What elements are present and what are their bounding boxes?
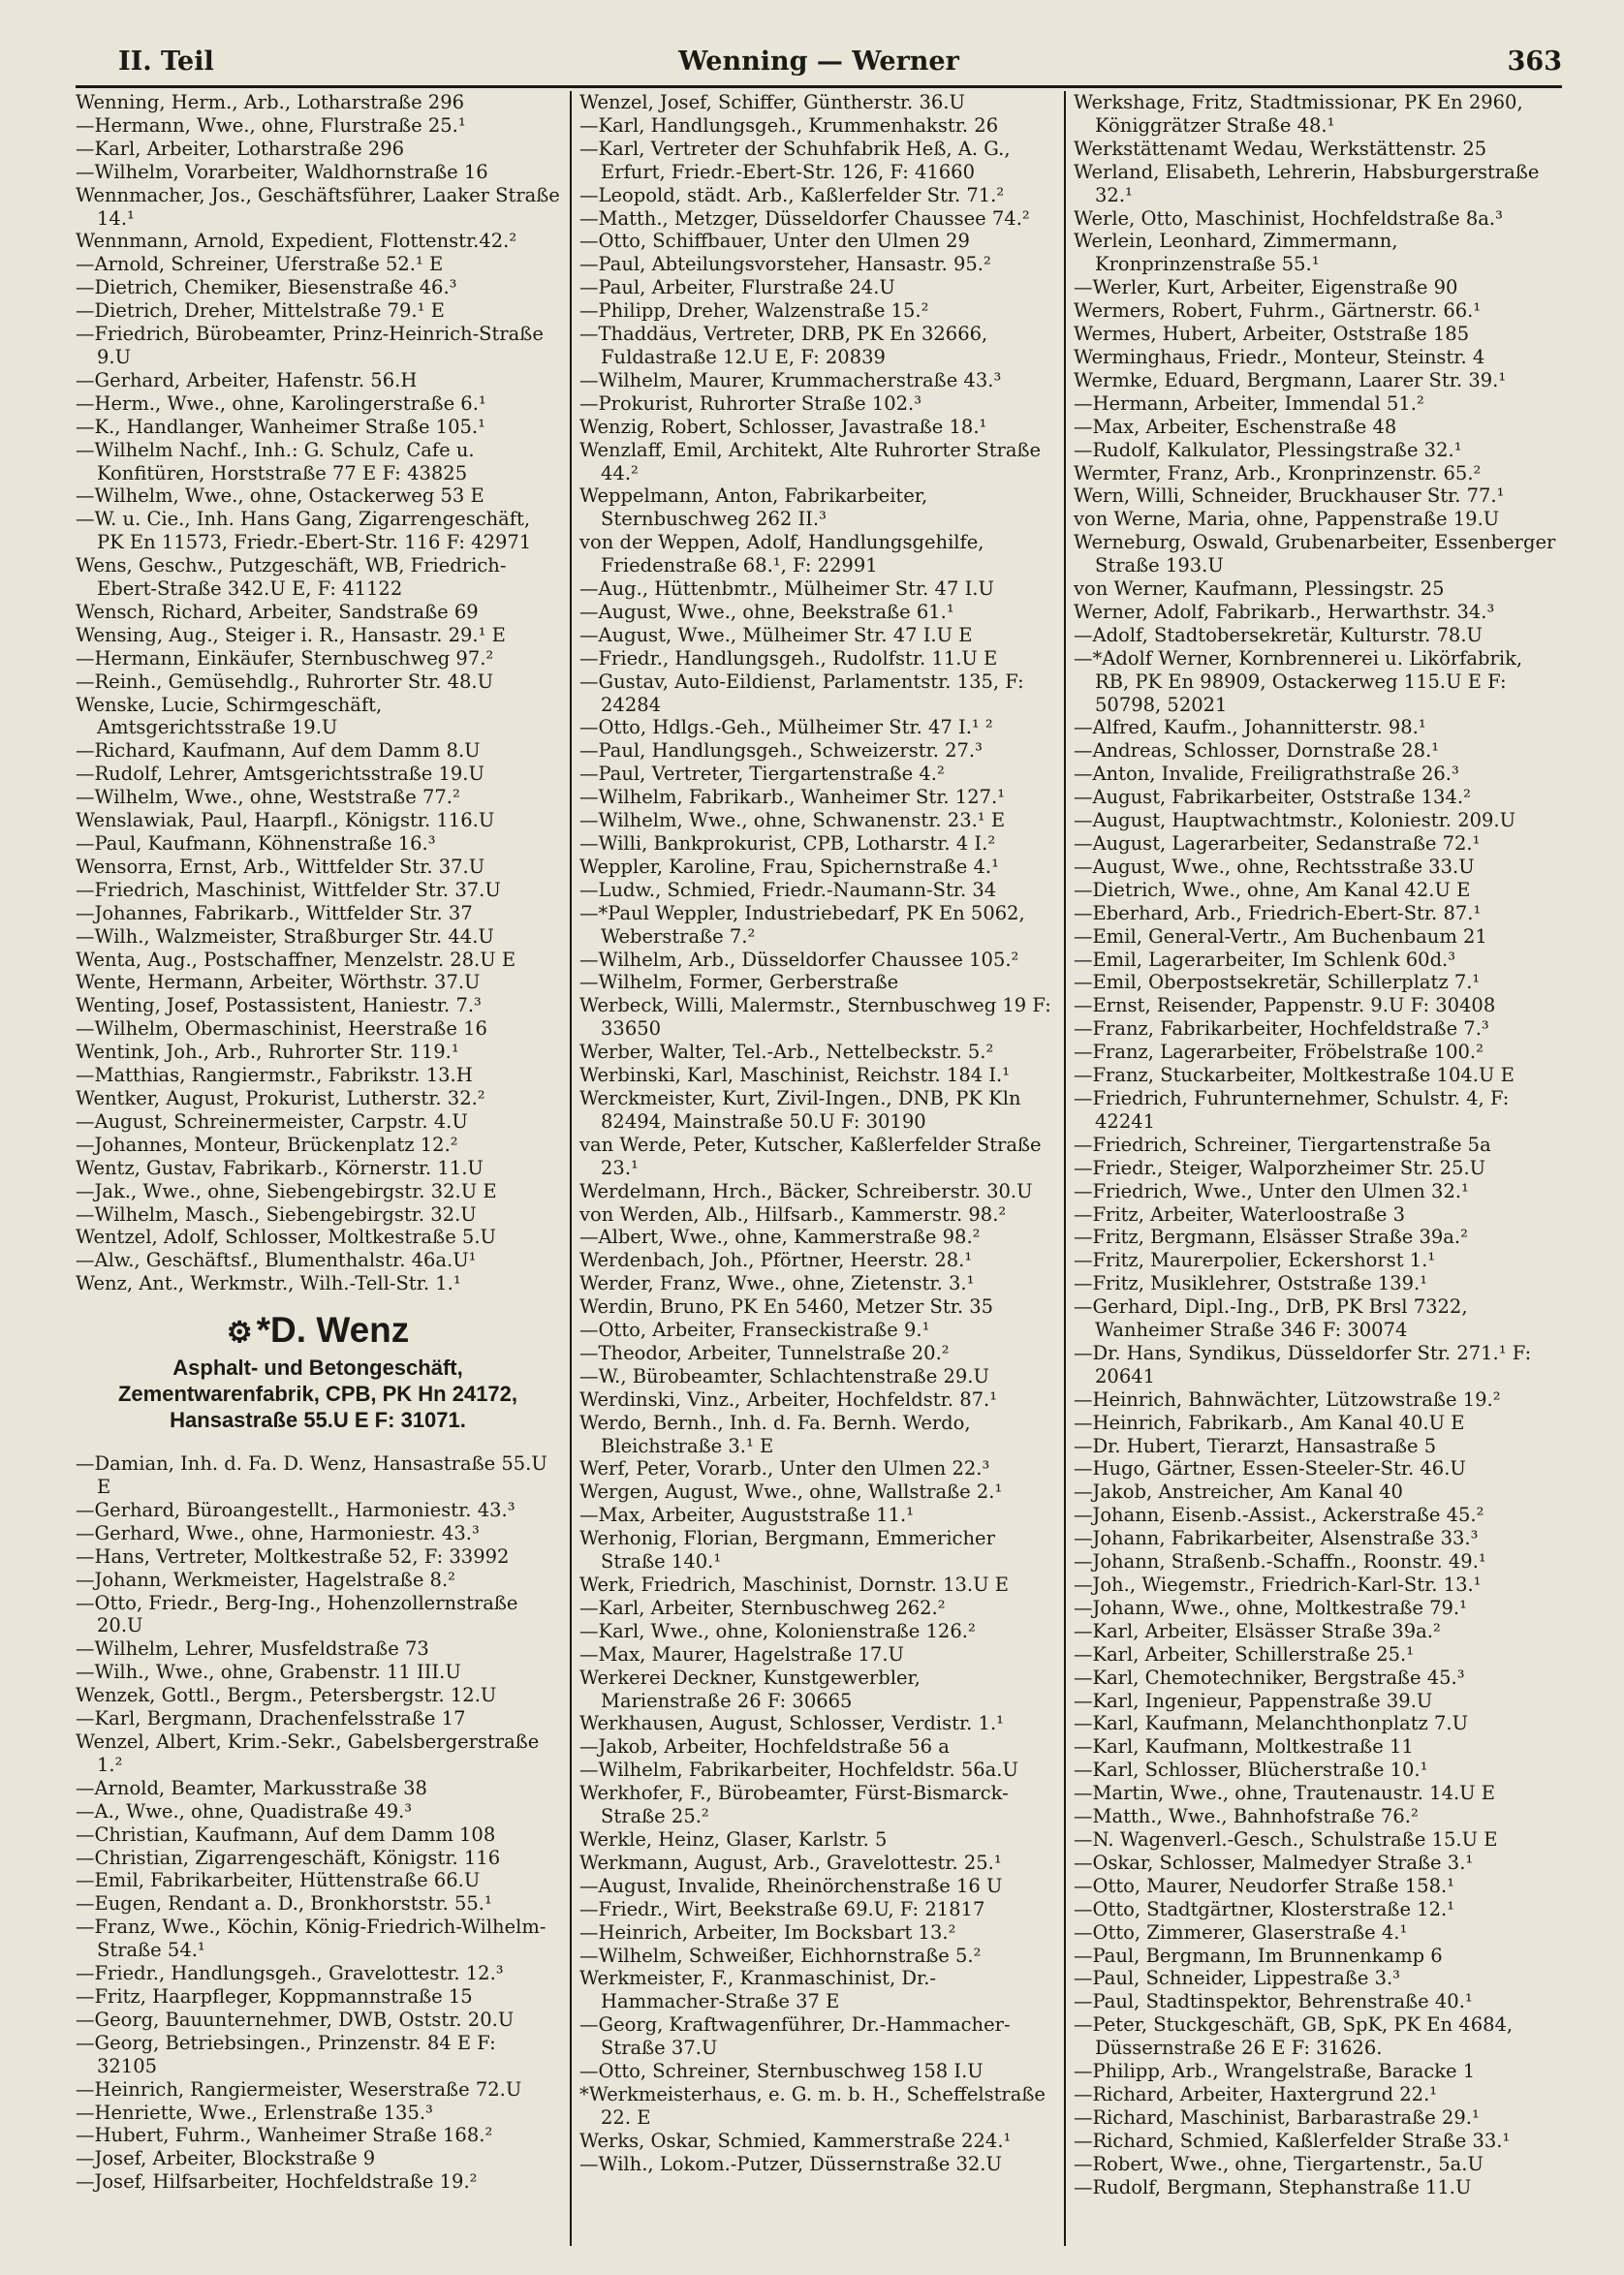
directory-entry: —Karl, Ingenieur, Pappenstraße 39.U xyxy=(1074,1689,1433,1712)
directory-entry: —Georg, Betriebsingen., Prinzenstr. 84 E F: 32105 xyxy=(76,2031,496,2077)
directory-entry: —Josef, Arbeiter, Blockstraße 9 xyxy=(76,2147,376,2170)
directory-entry: Wensing, Aug., Steiger i. R., Hansastr. 29.¹ E xyxy=(76,623,506,646)
directory-entry: —N. Wagenverl.-Gesch., Schulstraße 15.U E xyxy=(1074,1827,1498,1851)
directory-entry: Werkmeister, F., Kranmaschinist, Dr.-Hammacher-Straße 37 E xyxy=(579,1967,936,2013)
directory-entry: —Friedrich, Wwe., Unter den Ulmen 32.¹ xyxy=(1074,1179,1469,1202)
name-range: Wenning — Werner xyxy=(678,47,959,77)
directory-entry: Wermter, Franz, Arb., Kronprinzenstr. 65.² xyxy=(1074,461,1482,484)
directory-entry: —Otto, Zimmerer, Glaserstraße 4.¹ xyxy=(1074,1920,1408,1944)
directory-entry: —K., Handlanger, Wanheimer Straße 105.¹ xyxy=(76,415,485,438)
directory-entry: —August, Wwe., ohne, Beekstraße 61.¹ xyxy=(579,600,954,623)
directory-entry: —Arnold, Beamter, Markusstraße 38 xyxy=(76,1776,427,1799)
directory-entry: Werlein, Leonhard, Zimmermann, Kronprinzenstraße 55.¹ xyxy=(1074,230,1398,276)
ad-line: Zementwarenfabrik, CPB, PK Hn 24172, xyxy=(117,1382,518,1407)
directory-entry: Werdelmann, Hrch., Bäcker, Schreiberstr. 30.U xyxy=(579,1179,1033,1202)
directory-entry: —Dietrich, Dreher, Mittelstraße 79.¹ E xyxy=(76,299,445,323)
directory-entry: Werner, Adolf, Fabrikarb., Herwarthstr. 34.³ xyxy=(1074,600,1495,623)
directory-entry: —Matth., Metzger, Düsseldorfer Chaussee 74.² xyxy=(579,206,1030,230)
directory-entry: —Wilhelm, Fabrikarb., Wanheimer Str. 127.¹ xyxy=(579,786,1006,809)
directory-entry: —August, Schreinermeister, Carpstr. 4.U xyxy=(76,1109,468,1133)
directory-entry: Werkle, Heinz, Glaser, Karlstr. 5 xyxy=(579,1827,888,1851)
directory-entry: —August, Hauptwachtmstr., Koloniestr. 209.U xyxy=(1074,809,1516,832)
directory-entry: —*Paul Weppler, Industriebedarf, PK En 5062, Weberstraße 7.² xyxy=(579,901,1025,948)
directory-entry: Wens, Geschw., Putzgeschäft, WB, Friedrich-Ebert-Straße 342.U E, F: 41122 xyxy=(76,554,507,601)
directory-entry: —Max, Arbeiter, Eschenstraße 48 xyxy=(1074,415,1397,438)
directory-entry: —Karl, Schlosser, Blücherstraße 10.¹ xyxy=(1074,1759,1428,1782)
directory-entry: —Fritz, Haarpfleger, Koppmannstraße 15 xyxy=(76,1984,473,2008)
directory-entry: —Jakob, Anstreicher, Am Kanal 40 xyxy=(1074,1480,1403,1504)
directory-entry: —Johannes, Fabrikarb., Wittfelder Str. 37 xyxy=(76,901,473,924)
ad-company-name: *D. Wenz xyxy=(256,1310,410,1351)
directory-entry: —Prokurist, Ruhrorter Straße 102.³ xyxy=(579,391,922,415)
directory-entry: Wenning, Herm., Arb., Lotharstraße 296 xyxy=(76,91,465,113)
directory-entry: —Paul, Kaufmann, Köhnenstraße 16.³ xyxy=(76,832,436,855)
directory-entry: —Wilhelm, Fabrikarbeiter, Hochfeldstr. 56a.U xyxy=(579,1759,1018,1782)
ad-line: Asphalt- und Betongeschäft, xyxy=(172,1356,463,1381)
directory-entry: —Friedrich, Bürobeamter, Prinz-Heinrich-Straße 9.U xyxy=(76,323,544,368)
directory-entry: —Philipp, Arb., Wrangelstraße, Baracke 1 xyxy=(1074,2060,1476,2083)
directory-entry: Wentz, Gustav, Fabrikarb., Körnerstr. 11.U xyxy=(76,1156,484,1179)
directory-entry: —Johann, Straßenb.-Schaffn., Roonstr. 49.¹ xyxy=(1074,1550,1486,1574)
directory-entry: —Paul, Handlungsgeh., Schweizerstr. 27.³ xyxy=(579,739,983,763)
directory-entry: —Hermann, Arbeiter, Immendal 51.² xyxy=(1074,391,1424,415)
directory-entry: —Aug., Hüttenbmtr., Mülheimer Str. 47 I.U xyxy=(579,577,994,601)
directory-entry: Weppler, Karoline, Frau, Spichernstraße 4.¹ xyxy=(579,855,999,878)
directory-entry: —Werler, Kurt, Arbeiter, Eigenstraße 90 xyxy=(1074,276,1458,299)
directory-entry: —Heinrich, Arbeiter, Im Bocksbart 13.² xyxy=(579,1920,956,1944)
directory-entry: —Eberhard, Arb., Friedrich-Ebert-Str. 87.¹ xyxy=(1074,901,1482,924)
directory-entry: Werdin, Bruno, PK En 5460, Metzer Str. 35 xyxy=(579,1295,994,1319)
directory-entry: —Dietrich, Chemiker, Biesenstraße 46.³ xyxy=(76,276,457,299)
directory-entry: —Dr. Hans, Syndikus, Düsseldorfer Str. 271.¹ F: 20641 xyxy=(1074,1341,1532,1387)
directory-entry: Werber, Walter, Tel.-Arb., Nettelbeckstr. 5.² xyxy=(579,1041,994,1064)
directory-entry: Wentker, August, Prokurist, Lutherstr. 32.² xyxy=(76,1086,485,1109)
directory-entry: Werf, Peter, Vorarb., Unter den Ulmen 22.³ xyxy=(579,1457,990,1480)
directory-entry: —August, Fabrikarbeiter, Oststraße 134.² xyxy=(1074,786,1471,809)
directory-entry: Werk, Friedrich, Maschinist, Dornstr. 13.U E xyxy=(579,1574,1009,1596)
directory-entry: —Fritz, Maurerpolier, Eckershorst 1.¹ xyxy=(1074,1249,1436,1272)
directory-entry: Wentink, Joh., Arb., Ruhrorter Str. 119.¹ xyxy=(76,1041,459,1064)
directory-entry: von der Weppen, Adolf, Handlungsgehilfe, Friedenstraße 68.¹, F: 22991 xyxy=(579,531,984,577)
directory-entry: —Wilhelm, Vorarbeiter, Waldhornstraße 16 xyxy=(76,160,488,183)
directory-entry: —Leopold, städt. Arb., Kaßlerfelder Str. 71.² xyxy=(579,183,1005,206)
directory-entry: Werdo, Bernh., Inh. d. Fa. Bernh. Werdo, Bleichstraße 3.¹ E xyxy=(579,1411,971,1457)
directory-entry: Werder, Franz, Wwe., ohne, Zietenstr. 3.¹ xyxy=(579,1272,975,1295)
directory-entry: —Wilhelm, Obermaschinist, Heerstraße 16 xyxy=(76,1017,487,1041)
directory-entry: —Paul, Schneider, Lippestraße 3.³ xyxy=(1074,1967,1401,1990)
directory-entry: —Christian, Zigarrengeschäft, Königstr. 116 xyxy=(76,1846,501,1869)
directory-entry: von Werner, Kaufmann, Plessingstr. 25 xyxy=(1074,577,1445,601)
directory-entry: Wenzel, Albert, Krim.-Sekr., Gabelsbergerstraße 1.² xyxy=(76,1730,540,1776)
directory-page xyxy=(76,47,1562,2246)
directory-entry: —Rudolf, Lehrer, Amtsgerichtsstraße 19.U xyxy=(76,763,484,786)
directory-entry: —*Adolf Werner, Kornbrennerei u. Likörfabrik, RB, PK En 98909, Ostackerweg 115.U E F: 50798, 52021 xyxy=(1074,646,1523,716)
directory-entry: Werdinski, Vinz., Arbeiter, Hochfeldstr. 87.¹ xyxy=(579,1387,998,1411)
directory-entry: Werhonig, Florian, Bergmann, Emmericher Straße 140.¹ xyxy=(579,1527,995,1574)
directory-entry: —Johann, Wwe., ohne, Moltkestraße 79.¹ xyxy=(1074,1596,1467,1619)
directory-entry: —Karl, Arbeiter, Lotharstraße 296 xyxy=(76,137,405,160)
directory-entry: —Fritz, Arbeiter, Waterloostraße 3 xyxy=(1074,1202,1406,1226)
directory-entry: —Reinh., Gemüsehdlg., Ruhrorter Str. 48.U xyxy=(76,670,494,693)
directory-entry: —Gerhard, Wwe., ohne, Harmoniestr. 43.³ xyxy=(76,1521,480,1544)
ad-line: Hansastraße 55.U E F: 31071. xyxy=(170,1408,466,1433)
directory-entry: —Friedrich, Schreiner, Tiergartenstraße 5a xyxy=(1074,1133,1491,1156)
directory-entry: —Karl, Arbeiter, Elsässer Straße 39a.² xyxy=(1074,1619,1441,1642)
directory-entry: —Otto, Arbeiter, Franseckistraße 9.¹ xyxy=(579,1319,930,1342)
directory-entry: —Herm., Wwe., ohne, Karolingerstraße 6.¹ xyxy=(76,391,486,415)
directory-entry: —Georg, Kraftwagenführer, Dr.-Hammacher-Straße 37.U xyxy=(579,2013,1011,2060)
directory-entry: —Paul, Stadtinspektor, Behrenstraße 40.¹ xyxy=(1074,1990,1473,2013)
page-header xyxy=(76,47,1562,88)
directory-entry: —Ernst, Reisender, Pappenstr. 9.U F: 30408 xyxy=(1074,994,1496,1017)
gear-icon: ⚙ xyxy=(226,1317,253,1350)
directory-entry: —Gustav, Auto-Eildienst, Parlamentstr. 135, F: 24284 xyxy=(579,670,1024,716)
directory-entry: —Wilhelm, Masch., Siebengebirgstr. 32.U xyxy=(76,1202,477,1226)
directory-entry: Wenta, Aug., Postschaffner, Menzelstr. 28.U E xyxy=(76,948,516,971)
directory-entry: —Anton, Invalide, Freiligrathstraße 26.³ xyxy=(1074,763,1459,786)
directory-entry: —Karl, Vertreter der Schuhfabrik Heß, A. G., Erfurt, Friedr.-Ebert-Str. 126, F: 41660 xyxy=(579,137,1011,183)
directory-entry: —Martin, Wwe., ohne, Trautenaustr. 14.U E xyxy=(1074,1782,1496,1805)
directory-entry: —Wilhelm, Former, Gerberstraße xyxy=(579,971,899,994)
directory-entry: Werdenbach, Joh., Pförtner, Heerstr. 28.¹ xyxy=(579,1249,973,1272)
directory-entry: Wenske, Lucie, Schirmgeschäft, Amtsgerichtsstraße 19.U xyxy=(76,693,383,739)
directory-entry: —Richard, Schmied, Kaßlerfelder Straße 33.¹ xyxy=(1074,2129,1511,2152)
directory-entry: —Richard, Kaufmann, Auf dem Damm 8.U xyxy=(76,739,481,763)
directory-entry: —Franz, Lagerarbeiter, Fröbelstraße 100.² xyxy=(1074,1041,1483,1064)
directory-entry: —Emil, Lagerarbeiter, Im Schlenk 60d.³ xyxy=(1074,948,1456,971)
directory-entry: —Fritz, Musiklehrer, Oststraße 139.¹ xyxy=(1074,1272,1428,1295)
directory-entry: —Otto, Maurer, Neudorfer Straße 158.¹ xyxy=(1074,1874,1455,1897)
directory-entry: —Fritz, Bergmann, Elsässer Straße 39a.² xyxy=(1074,1226,1468,1249)
directory-entry: —Hermann, Einkäufer, Sternbuschweg 97.² xyxy=(76,646,494,670)
directory-entry: Werkmann, August, Arb., Gravelottestr. 25.¹ xyxy=(579,1851,1002,1874)
directory-entry: —Dietrich, Wwe., ohne, Am Kanal 42.U E xyxy=(1074,878,1471,901)
directory-entry: —Otto, Schreiner, Sternbuschweg 158 I.U xyxy=(579,2060,984,2083)
directory-entry: —Richard, Maschinist, Barbarastraße 29.¹ xyxy=(1074,2105,1480,2129)
directory-entry: —Josef, Hilfsarbeiter, Hochfeldstraße 19.² xyxy=(76,2170,478,2194)
directory-entry: von Werden, Alb., Hilfsarb., Kammerstr. 98.² xyxy=(579,1202,1007,1226)
directory-entry: —Johann, Eisenb.-Assist., Ackerstraße 45.² xyxy=(1074,1504,1484,1527)
directory-entry: —W., Bürobeamter, Schlachtenstraße 29.U xyxy=(579,1364,989,1387)
page-number: 363 xyxy=(1507,47,1562,77)
directory-entry: Wenzlaff, Emil, Architekt, Alte Ruhrorter Straße 44.² xyxy=(579,438,1042,484)
directory-entry: —Christian, Kaufmann, Auf dem Damm 108 xyxy=(76,1823,496,1846)
directory-entry: —Rudolf, Bergmann, Stephanstraße 11.U xyxy=(1074,2175,1472,2198)
directory-entry: Wenz, Ant., Werkmstr., Wilh.-Tell-Str. 1.¹ xyxy=(76,1272,461,1295)
entries-list xyxy=(1074,91,1562,2198)
advertisement-wenz xyxy=(76,1309,560,1433)
directory-entry: —August, Lagerarbeiter, Sedanstraße 72.¹ xyxy=(1074,832,1481,855)
ad-title xyxy=(76,1309,560,1355)
directory-entry: Werkhofer, F., Bürobeamter, Fürst-Bismarck-Straße 25.² xyxy=(579,1782,1009,1828)
directory-entry: —Johannes, Monteur, Brückenplatz 12.² xyxy=(76,1133,458,1156)
directory-entry: —Gerhard, Dipl.-Ing., DrB, PK Brsl 7322, Wanheimer Straße 346 F: 30074 xyxy=(1074,1295,1468,1342)
directory-entry: —Emil, Oberpostsekretär, Schillerplatz 7.¹ xyxy=(1074,971,1481,994)
directory-entry: —Johann, Fabrikarbeiter, Alsenstraße 33.³ xyxy=(1074,1527,1479,1550)
directory-entry: —Peter, Stuckgeschäft, GB, SpK, PK En 4684, Düssernstraße 26 E F: 31626. xyxy=(1074,2013,1514,2060)
directory-entry: Weppelmann, Anton, Fabrikarbeiter, Sternbuschweg 262 II.³ xyxy=(579,484,928,531)
directory-entry: —Paul, Bergmann, Im Brunnenkamp 6 xyxy=(1074,1944,1443,1967)
directory-entry: —Friedr., Wirt, Beekstraße 69.U, F: 21817 xyxy=(579,1897,985,1920)
directory-entry: —Otto, Stadtgärtner, Klosterstraße 12.¹ xyxy=(1074,1897,1455,1920)
directory-entry: Wennmann, Arnold, Expedient, Flottenstr.42.² xyxy=(76,230,517,253)
directory-entry: —Robert, Wwe., ohne, Tiergartenstr., 5a.U xyxy=(1074,2152,1483,2175)
directory-entry: Werminghaus, Friedr., Monteur, Steinstr. 4 xyxy=(1074,345,1485,368)
directory-entry: —Friedr., Handlungsgeh., Rudolfstr. 11.U E xyxy=(579,646,998,670)
directory-entry: —Wilhelm, Maurer, Krummacherstraße 43.³ xyxy=(579,368,1002,391)
directory-entry: —Arnold, Schreiner, Uferstraße 52.¹ E xyxy=(76,253,444,276)
directory-entry: —Oskar, Schlosser, Malmedyer Straße 3.¹ xyxy=(1074,1851,1474,1874)
entries-list xyxy=(579,91,1054,2176)
directory-entry: Werbeck, Willi, Malermstr., Sternbuschweg 19 F: 33650 xyxy=(579,994,1051,1041)
directory-entry: —August, Wwe., Mülheimer Str. 47 I.U E xyxy=(579,623,973,646)
directory-entry: —Matth., Wwe., Bahnhofstraße 76.² xyxy=(1074,1805,1419,1828)
directory-entry: Wenzel, Josef, Schiffer, Güntherstr. 36.U xyxy=(579,91,965,113)
directory-entry: —Andreas, Schlosser, Dornstraße 28.¹ xyxy=(1074,739,1440,763)
directory-entry: —Heinrich, Bahnwächter, Lützowstraße 19.² xyxy=(1074,1387,1501,1411)
directory-entry: —Jak., Wwe., ohne, Siebengebirgstr. 32.U E xyxy=(76,1179,497,1202)
directory-entry: van Werde, Peter, Kutscher, Kaßlerfelder Straße 23.¹ xyxy=(579,1133,1042,1179)
directory-entry: —Willi, Bankprokurist, CPB, Lotharstr. 4 I.² xyxy=(579,832,996,855)
directory-entry: von Werne, Maria, ohne, Pappenstraße 19.U xyxy=(1074,508,1500,531)
entries-list xyxy=(76,91,560,1295)
directory-entry: Wern, Willi, Schneider, Bruckhauser Str. 77.¹ xyxy=(1074,484,1505,508)
directory-entry: —Friedrich, Maschinist, Wittfelder Str. 37.U xyxy=(76,878,501,901)
directory-entry: —Wilhelm, Wwe., ohne, Schwanenstr. 23.¹ E xyxy=(579,809,1006,832)
directory-entry: —Heinrich, Fabrikarb., Am Kanal 40.U E xyxy=(1074,1411,1465,1434)
columns xyxy=(76,91,1562,2246)
part-label: II. Teil xyxy=(118,47,214,77)
directory-entry: —Philipp, Dreher, Walzenstraße 15.² xyxy=(579,299,929,323)
directory-entry: —Hugo, Gärtner, Essen-Steeler-Str. 46.U xyxy=(1074,1457,1466,1480)
directory-entry: —Gerhard, Büroangestellt., Harmoniestr. 43.³ xyxy=(76,1498,515,1521)
directory-entry: —Henriette, Wwe., Erlenstraße 135.³ xyxy=(76,2101,433,2124)
directory-entry: —Hermann, Wwe., ohne, Flurstraße 25.¹ xyxy=(76,113,466,137)
directory-entry: —Jakob, Arbeiter, Hochfeldstraße 56 a xyxy=(579,1735,950,1759)
directory-entry: —Gerhard, Arbeiter, Hafenstr. 56.H xyxy=(76,368,418,391)
directory-entry: —Friedr., Steiger, Walporzheimer Str. 25.U xyxy=(1074,1156,1486,1179)
directory-entry: *Werkmeisterhaus, e. G. m. b. H., Scheffelstraße 22. E xyxy=(579,2082,1046,2129)
directory-entry: —Emil, General-Vertr., Am Buchenbaum 21 xyxy=(1074,924,1487,948)
directory-entry: —Damian, Inh. d. Fa. D. Wenz, Hansastraße 55.U E xyxy=(76,1452,547,1499)
directory-entry: —Franz, Stuckarbeiter, Moltkestraße 104.U E xyxy=(1074,1064,1515,1087)
directory-entry: —Karl, Chemotechniker, Bergstraße 45.³ xyxy=(1074,1666,1465,1689)
directory-entry: —Dr. Hubert, Tierarzt, Hansastraße 5 xyxy=(1074,1434,1437,1457)
column-3 xyxy=(1064,91,1562,2246)
directory-entry: —August, Invalide, Rheinörchenstraße 16 U xyxy=(579,1874,1003,1897)
directory-entry: Werks, Oskar, Schmied, Kammerstraße 224.¹ xyxy=(579,2129,1012,2152)
column-2 xyxy=(570,91,1054,2246)
directory-entry: —Adolf, Stadtobersekretär, Kulturstr. 78.U xyxy=(1074,623,1483,646)
directory-entry: —Johann, Werkmeister, Hagelstraße 8.² xyxy=(76,1568,455,1591)
directory-entry: —Georg, Bauunternehmer, DWB, Oststr. 20.U xyxy=(76,2008,515,2031)
directory-entry: —Franz, Wwe., Köchin, König-Friedrich-Wilhelm-Straße 54.¹ xyxy=(76,1916,547,1962)
directory-entry: —Karl, Arbeiter, Sternbuschweg 262.² xyxy=(579,1596,946,1619)
directory-entry: Werle, Otto, Maschinist, Hochfeldstraße 8a.³ xyxy=(1074,206,1503,230)
directory-entry: —Hubert, Fuhrm., Wanheimer Straße 168.² xyxy=(76,2124,493,2147)
entries-list xyxy=(76,1452,560,2194)
directory-entry: —Rudolf, Kalkulator, Plessingstraße 32.¹ xyxy=(1074,438,1462,461)
directory-entry: —Karl, Arbeiter, Schillerstraße 25.¹ xyxy=(1074,1642,1415,1666)
directory-entry: —Otto, Friedr., Berg-Ing., Hohenzollernstraße 20.U xyxy=(76,1591,518,1637)
directory-entry: Werkstättenamt Wedau, Werkstättenstr. 25 xyxy=(1074,137,1487,160)
directory-entry: —Albert, Wwe., ohne, Kammerstraße 98.² xyxy=(579,1226,981,1249)
directory-entry: Werkhausen, August, Schlosser, Verdistr. 1.¹ xyxy=(579,1712,1004,1735)
directory-entry: Wermers, Robert, Fuhrm., Gärtnerstr. 66.¹ xyxy=(1074,299,1482,323)
directory-entry: —W. u. Cie., Inh. Hans Gang, Zigarrengeschäft, PK En 11573, Friedr.-Ebert-Str. 116 F: 42971 xyxy=(76,508,532,554)
directory-entry: —Max, Maurer, Hagelstraße 17.U xyxy=(579,1642,904,1666)
directory-entry: —Friedrich, Fuhrunternehmer, Schulstr. 4, F: 42241 xyxy=(1074,1086,1510,1133)
directory-entry: —August, Wwe., ohne, Rechtsstraße 33.U xyxy=(1074,855,1475,878)
directory-entry: —Otto, Hdlgs.-Geh., Mülheimer Str. 47 I.¹ ² xyxy=(579,716,993,739)
directory-entry: —Wilh., Wwe., ohne, Grabenstr. 11 III.U xyxy=(76,1661,461,1684)
directory-entry: Wensorra, Ernst, Arb., Wittfelder Str. 37.U xyxy=(76,855,485,878)
directory-entry: —Theodor, Arbeiter, Tunnelstraße 20.² xyxy=(579,1341,950,1364)
directory-entry: Wermes, Hubert, Arbeiter, Oststraße 185 xyxy=(1074,323,1470,346)
directory-entry: —Karl, Bergmann, Drachenfelsstraße 17 xyxy=(76,1707,466,1730)
directory-entry: —Karl, Wwe., ohne, Kolonienstraße 126.² xyxy=(579,1619,976,1642)
directory-entry: Wente, Hermann, Arbeiter, Wörthstr. 37.U xyxy=(76,971,481,994)
directory-entry: Wentzel, Adolf, Schlosser, Moltkestraße 5.U xyxy=(76,1226,496,1249)
directory-entry: —Emil, Fabrikarbeiter, Hüttenstraße 66.U xyxy=(76,1869,481,1892)
directory-entry: Wergen, August, Wwe., ohne, Wallstraße 2.¹ xyxy=(579,1480,1003,1504)
directory-entry: —Wilhelm, Wwe., ohne, Ostackerweg 53 E xyxy=(76,484,484,508)
directory-entry: Wenslawiak, Paul, Haarpfl., Königstr. 116.U xyxy=(76,809,495,832)
directory-entry: Werbinski, Karl, Maschinist, Reichstr. 184 I.¹ xyxy=(579,1064,1011,1087)
directory-entry: Wennmacher, Jos., Geschäftsführer, Laaker Straße 14.¹ xyxy=(76,183,560,230)
directory-entry: —Wilhelm, Lehrer, Musfeldstraße 73 xyxy=(76,1637,429,1661)
directory-entry: —Thaddäus, Vertreter, DRB, PK En 32666, Fuldastraße 12.U E, F: 20839 xyxy=(579,323,988,368)
directory-entry: Werkerei Deckner, Kunstgewerbler, Marienstraße 26 F: 30665 xyxy=(579,1666,921,1712)
directory-entry: —Richard, Arbeiter, Haxtergrund 22.¹ xyxy=(1074,2082,1438,2105)
directory-entry: —Friedr., Handlungsgeh., Gravelottestr. 12.³ xyxy=(76,1962,504,1985)
directory-entry: —Wilhelm Nachf., Inh.: G. Schulz, Cafe u. Konfitüren, Horststraße 77 E F: 43825 xyxy=(76,438,475,484)
directory-entry: —Alfred, Kaufm., Johannitterstr. 98.¹ xyxy=(1074,716,1426,739)
directory-entry: —Paul, Arbeiter, Flurstraße 24.U xyxy=(579,276,895,299)
directory-entry: —Paul, Abteilungsvorsteher, Hansastr. 95.² xyxy=(579,253,991,276)
directory-entry: —Matthias, Rangiermstr., Fabrikstr. 13.H xyxy=(76,1064,473,1087)
directory-entry: —Hans, Vertreter, Moltkestraße 52, F: 33992 xyxy=(76,1544,510,1568)
directory-entry: Werland, Elisabeth, Lehrerin, Habsburgerstraße 32.¹ xyxy=(1074,160,1540,206)
directory-entry: Wensch, Richard, Arbeiter, Sandstraße 69 xyxy=(76,600,479,623)
directory-entry: —Eugen, Rendant a. D., Bronkhorststr. 55.¹ xyxy=(76,1892,492,1916)
directory-entry: Wenzek, Gottl., Bergm., Petersbergstr. 12.U xyxy=(76,1684,497,1707)
directory-entry: —Franz, Fabrikarbeiter, Hochfeldstraße 7.³ xyxy=(1074,1017,1489,1041)
column-1 xyxy=(76,91,560,2246)
directory-entry: Werkshage, Fritz, Stadtmissionar, PK En 2960, Königgrätzer Straße 48.¹ xyxy=(1074,91,1523,137)
directory-entry: —A., Wwe., ohne, Quadistraße 49.³ xyxy=(76,1799,413,1823)
directory-entry: Wenting, Josef, Postassistent, Haniestr. 7.³ xyxy=(76,994,482,1017)
directory-entry: Werneburg, Oswald, Grubenarbeiter, Essenberger Straße 193.U xyxy=(1074,531,1556,577)
directory-entry: —Ludw., Schmied, Friedr.-Naumann-Str. 34 xyxy=(579,878,997,901)
directory-entry: Wermke, Eduard, Bergmann, Laarer Str. 39.¹ xyxy=(1074,368,1507,391)
directory-entry: —Wilh., Walzmeister, Straßburger Str. 44.U xyxy=(76,924,494,948)
directory-entry: —Max, Arbeiter, Auguststraße 11.¹ xyxy=(579,1504,915,1527)
directory-entry: —Joh., Wiegemstr., Friedrich-Karl-Str. 13.¹ xyxy=(1074,1574,1482,1596)
directory-entry: —Wilhelm, Wwe., ohne, Weststraße 77.² xyxy=(76,786,460,809)
directory-entry: Wenzig, Robert, Schlosser, Javastraße 18.¹ xyxy=(579,415,987,438)
directory-entry: —Wilhelm, Arb., Düsseldorfer Chaussee 105.² xyxy=(579,948,1019,971)
directory-entry: —Alw., Geschäftsf., Blumenthalstr. 46a.U¹ xyxy=(76,1249,477,1272)
directory-entry: —Otto, Schiffbauer, Unter den Ulmen 29 xyxy=(579,230,970,253)
directory-entry: —Wilh., Lokom.-Putzer, Düssernstraße 32.U xyxy=(579,2152,1002,2175)
directory-entry: —Heinrich, Rangiermeister, Weserstraße 72.U xyxy=(76,2077,522,2101)
directory-entry: Werckmeister, Kurt, Zivil-Ingen., DNB, PK Kln 82494, Mainstraße 50.U F: 30190 xyxy=(579,1086,1021,1133)
directory-entry: —Karl, Kaufmann, Melanchthonplatz 7.U xyxy=(1074,1712,1469,1735)
directory-entry: —Karl, Handlungsgeh., Krummenhakstr. 26 xyxy=(579,113,999,137)
directory-entry: —Paul, Vertreter, Tiergartenstraße 4.² xyxy=(579,763,945,786)
directory-entry: —Wilhelm, Schweißer, Eichhornstraße 5.² xyxy=(579,1944,982,1967)
directory-entry: —Karl, Kaufmann, Moltkestraße 11 xyxy=(1074,1735,1414,1759)
